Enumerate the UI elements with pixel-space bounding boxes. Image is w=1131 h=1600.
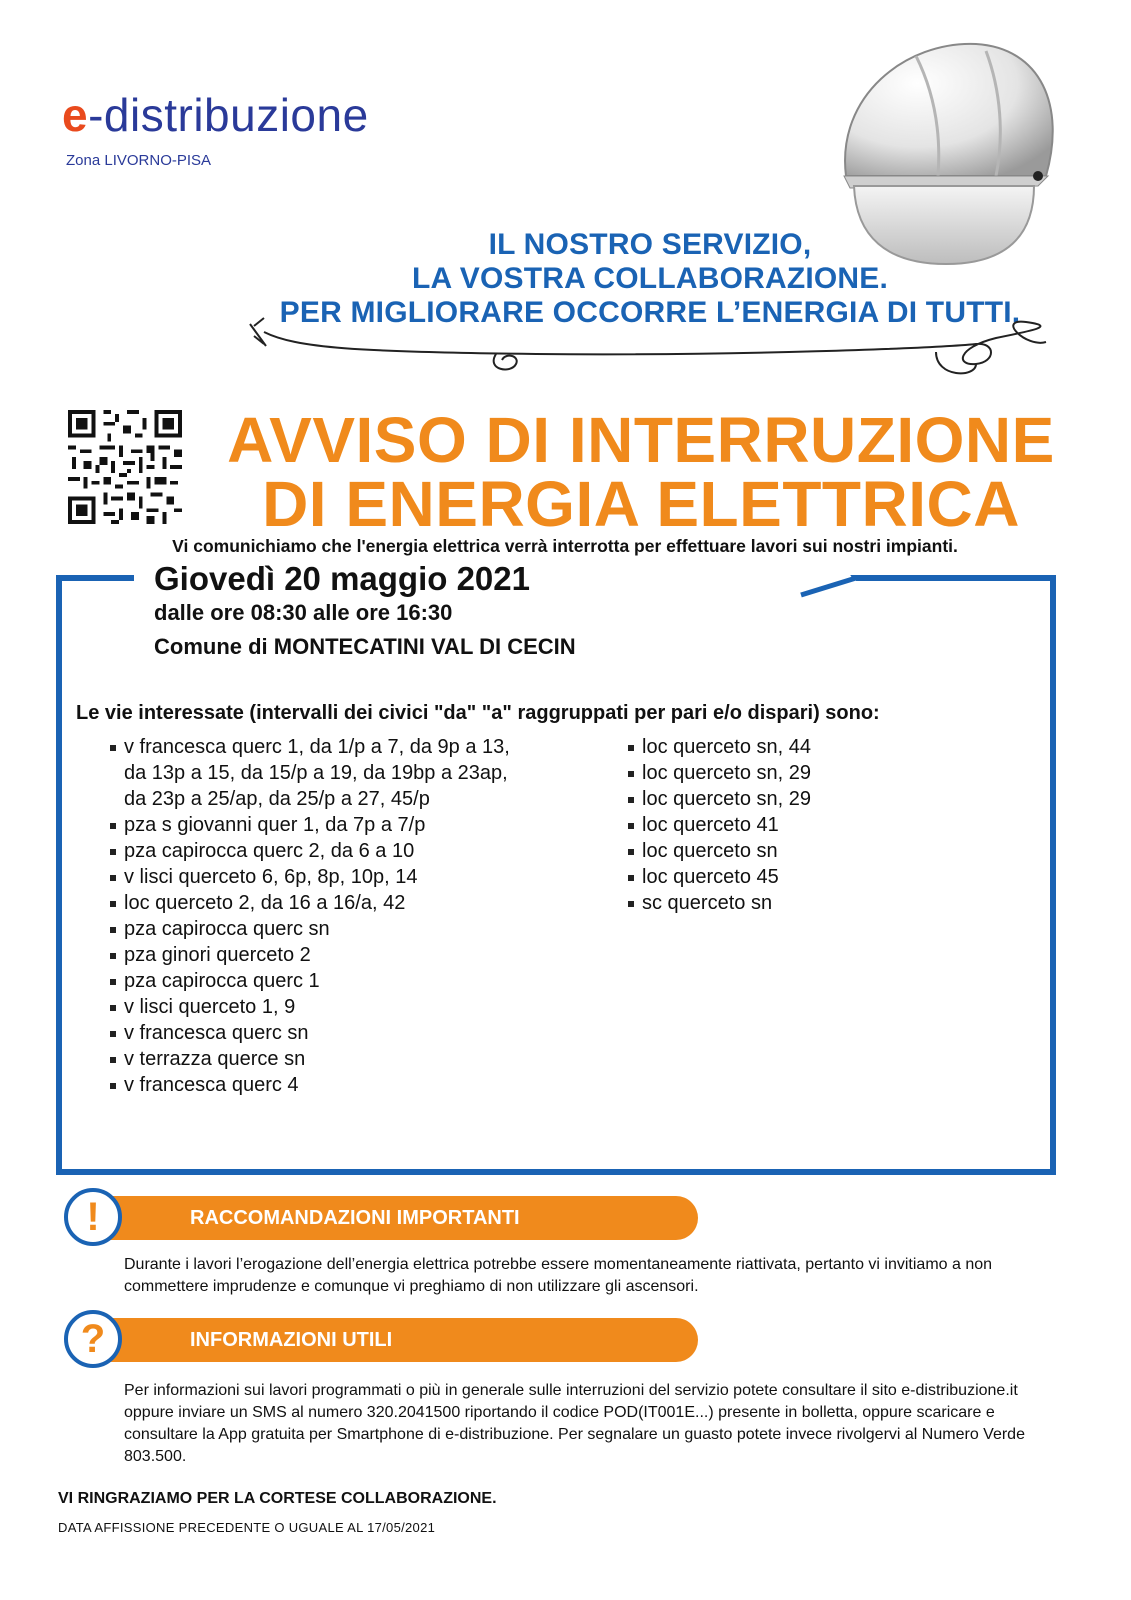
info-text: Per informazioni sui lavori programmati o più in generale sulle interruzioni del servizio potete consultare il sito e-distribuzione.it oppure inviare un SMS al numero 320.2041500 riportando il codice POD(IT001E...) presente in bolletta, oppure scaricare e consultare la App gratuita per Smartphone di e-distribuzione. Per segnalare un guasto potete invece rivolgervi al Numero Verde 803.500. [124, 1382, 1025, 1465]
recommendations-title: RACCOMANDAZIONI IMPORTANTI [90, 1196, 698, 1240]
list-item: loc querceto 45 [628, 864, 1008, 890]
list-item: pza capirocca querc 1 [110, 968, 530, 994]
outage-hours: dalle ore 08:30 alle ore 16:30 [154, 600, 453, 625]
power-cable-icon [236, 308, 1066, 388]
recommendations-text: Durante i lavori l’erogazione dell’energia elettrica potrebbe essere momentaneamente riattivata, pertanto vi invitiamo a non commettere imprudenze e comunque vi preghiamo di non utilizzare gli ascensori. [124, 1256, 993, 1295]
streets-heading: Le vie interessate (intervalli dei civici "da" "a" raggruppati per pari e/o dispari) sono: [76, 702, 880, 724]
list-item: v terrazza querce sn [110, 1046, 530, 1072]
info-title: INFORMAZIONI UTILI [90, 1318, 698, 1362]
slogan-line-2: LA VOSTRA COLLABORAZIONE. [411, 262, 889, 295]
affix-date: DATA AFFISSIONE PRECEDENTE O UGUALE AL 17/05/2021 [58, 1520, 436, 1535]
list-item: loc querceto sn [628, 838, 1008, 864]
logo: e-distribuzione [62, 89, 369, 141]
list-item: loc querceto sn, 29 [628, 760, 1008, 786]
list-item: sc querceto sn [628, 890, 1008, 916]
notice-title: AVVISO DI INTERRUZIONE DI ENERGIA ELETTRICA [227, 404, 1055, 540]
slogan-line-3: PER MIGLIORARE OCCORRE L’ENERGIA DI TUTTI. [279, 296, 1021, 329]
list-item: loc querceto sn, 44 [628, 734, 1008, 760]
question-icon: ? [64, 1310, 122, 1368]
list-item: v francesca querc 1, da 1/p a 7, da 9p a 13, da 13p a 15, da 15/p a 19, da 19bp a 23ap, da 23p a 25/ap, da 25/p a 27, 45/p [110, 734, 530, 812]
list-item: pza capirocca querc sn [110, 916, 530, 942]
list-item: loc querceto 41 [628, 812, 1008, 838]
streets-list-right [628, 734, 1008, 916]
list-item: pza s giovanni quer 1, da 7p a 7/p [110, 812, 530, 838]
slogan-line-1: IL NOSTRO SERVIZIO, [488, 228, 812, 261]
list-item: v lisci querceto 6, 6p, 8p, 10p, 14 [110, 864, 530, 890]
list-item: pza capirocca querc 2, da 6 a 10 [110, 838, 530, 864]
outage-date: Giovedì 20 maggio 2021 [146, 560, 538, 598]
notice-intro: Vi comunichiamo che l'energia elettrica verrà interrotta per effettuare lavori sui nostri impianti. [172, 536, 958, 556]
list-item: v lisci querceto 1, 9 [110, 994, 530, 1020]
streets-list-left [110, 734, 530, 1098]
list-item: v francesca querc 4 [110, 1072, 530, 1098]
outage-comune: Comune di MONTECATINI VAL DI CECIN [154, 634, 576, 659]
list-item: v francesca querc sn [110, 1020, 530, 1046]
list-item: loc querceto sn, 29 [628, 786, 1008, 812]
zone-label: Zona LIVORNO-PISA [66, 152, 212, 169]
qr-code-icon [68, 410, 182, 524]
list-item: pza ginori querceto 2 [110, 942, 530, 968]
exclamation-icon: ! [64, 1188, 122, 1246]
thanks-text: VI RINGRAZIAMO PER LA CORTESE COLLABORAZIONE. [58, 1490, 497, 1507]
list-item: loc querceto 2, da 16 a 16/a, 42 [110, 890, 530, 916]
